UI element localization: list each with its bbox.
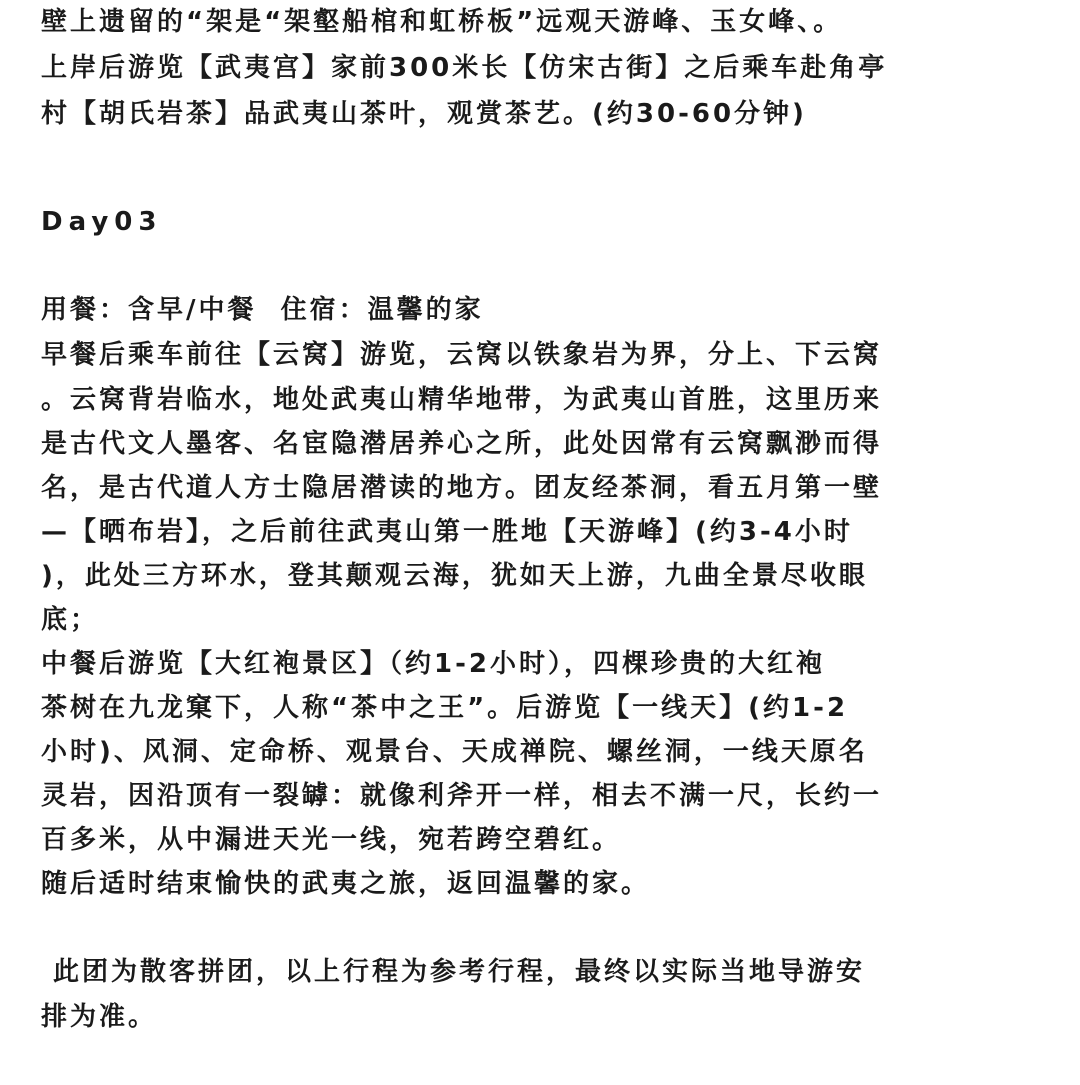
body-line-6: )，此处三方环水，登其颠观云海，犹如天上游，九曲全景尽收眼 [41,561,868,591]
intro-line-3: 村【胡氏岩茶】品武夷山茶叶，观赏茶艺。(约30-60分钟) [41,99,807,129]
intro-line-2: 上岸后游览【武夷宫】家前300米长【仿宋古街】之后乘车赴角亭 [41,53,888,83]
body-line-3: 是古代文人墨客、名宦隐潜居养心之所，此处因常有云窝飘渺而得 [41,429,883,459]
body-line-7: 底； [41,605,100,635]
body-line-12: 百多米，从中漏进天光一线，宛若跨空碧红。 [41,825,622,855]
note-line-2: 排为准。 [41,1002,158,1032]
body-line-13: 随后适时结束愉快的武夷之旅，返回温馨的家。 [41,869,651,899]
body-line-11: 灵岩，因沿顶有一裂罅：就像利斧开一样，相去不满一尺，长约一 [41,781,883,811]
body-line-1: 早餐后乘车前往【云窝】游览，云窝以铁象岩为界，分上、下云窝 [41,340,883,370]
meals-lodging-line: 用餐：含早/中餐 住宿：温馨的家 [41,295,484,325]
intro-line-1: 壁上遗留的“架是“架壑船棺和虹桥板”远观天游峰、玉女峰、。 [41,7,843,37]
body-line-4: 名，是古代道人方士隐居潜读的地方。团友经茶洞，看五月第一壁 [41,473,883,503]
body-line-8: 中餐后游览【大红袍景区】（约1-2小时），四棵珍贵的大红袍 [41,649,825,679]
body-line-9: 茶树在九龙窠下，人称“茶中之王”。后游览【一线天】(约1-2 [41,693,849,723]
body-line-5: —【晒布岩】，之后前往武夷山第一胜地【天游峰】(约3-4小时 [41,517,853,547]
body-line-10: 小时)、风洞、定命桥、观景台、天成禅院、螺丝洞，一线天原名 [41,737,868,767]
day-heading: Day03 [41,207,163,237]
note-line-1: 此团为散客拼团，以上行程为参考行程，最终以实际当地导游安 [41,957,866,987]
body-line-2: 。云窝背岩临水，地处武夷山精华地带，为武夷山首胜，这里历来 [41,385,883,415]
